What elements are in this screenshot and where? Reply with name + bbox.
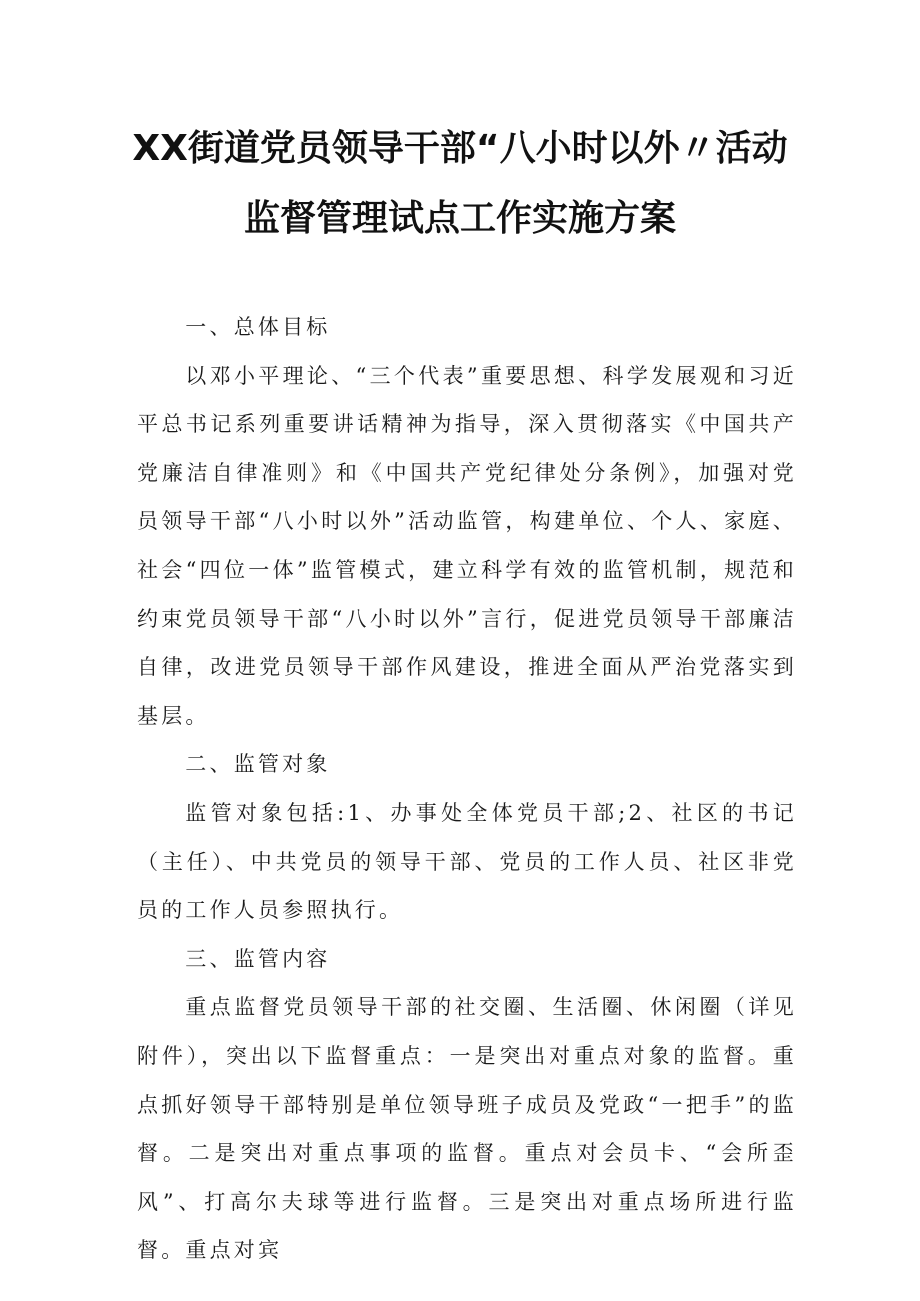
section-heading-1: 一、总体目标 [185, 315, 331, 339]
section-paragraph-2: 监管对象包括:1、办事处全体党员干部;2、社区的书记（主任）、中共党员的领导干部、党员的工作人员、社区非党员的工作人员参照执行。 [137, 800, 797, 923]
section-heading-2: 二、监管对象 [185, 752, 331, 777]
document-title-line-1: XX街道党员领导干部“八小时以外〃活动 [132, 128, 788, 169]
section-heading-3: 三、监管内容 [185, 946, 331, 971]
section-paragraph-3: 重点监督党员领导干部的社交圈、生活圈、休闲圈（详见附件），突出以下监督重点：一是突出对重点对象的监督。重点抓好领导干部特别是单位领导班子成员及党政“一把手”的监督。二是突出对重点事项的监督。重点对会员卡、“会所歪风”、打高尔夫球等进行监督。三是突出对重点场所进行监督。重点对宾 [137, 995, 797, 1263]
section-paragraph-1: 以邓小平理论、“三个代表”重要思想、科学发展观和习近平总书记系列重要讲话精神为指导，深入贯彻落实《中国共产党廉洁自律准则》和《中国共产党纪律处分条例》，加强对党员领导干部“八小时以外”活动监管，构建单位、个人、家庭、社会“四位一体”监管模式，建立科学有效的监管机制，规范和约束党员领导干部“八小时以外”言行，促进党员领导干部廉洁自律，改进党员领导干部作风建设，推进全面从严治党落实到基层。 [137, 363, 797, 728]
document-body [137, 303, 797, 1275]
document-title-line-2: 监督管理试点工作实施方案 [243, 198, 676, 239]
